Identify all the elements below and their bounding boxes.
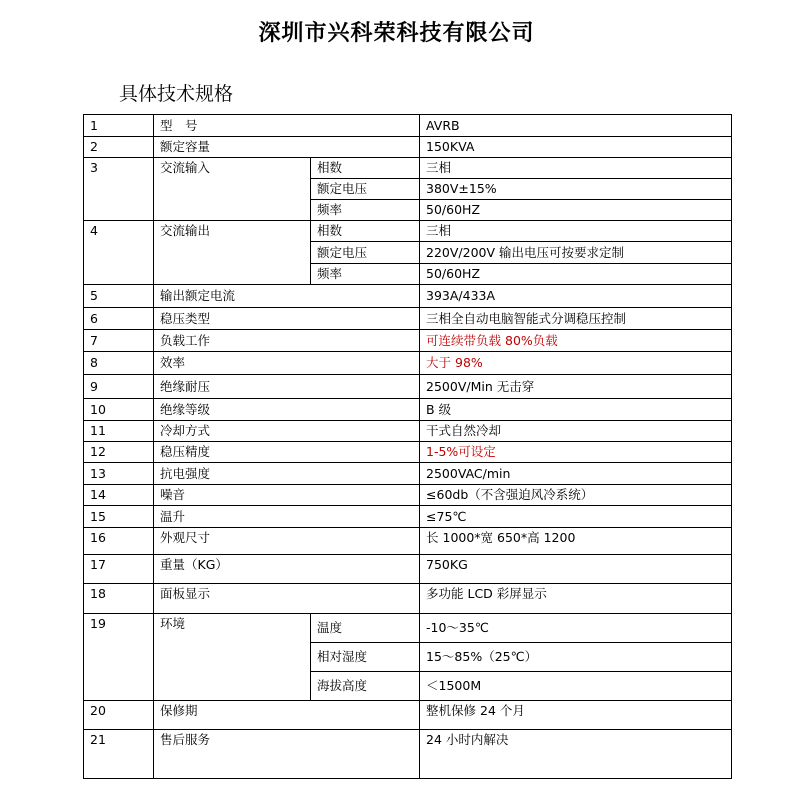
spec-value: 干式自然冷却 <box>420 421 732 442</box>
spec-value: 2500V/Min 无击穿 <box>420 375 732 399</box>
spec-value: 长 1000*宽 650*高 1200 <box>420 528 732 555</box>
sub-label: 额定电压 <box>311 242 420 264</box>
spec-value: AVRB <box>420 115 732 137</box>
spec-label: 抗电强度 <box>154 463 420 485</box>
spec-label: 环境 <box>154 614 311 701</box>
row-number: 20 <box>84 701 154 730</box>
row-number: 15 <box>84 506 154 528</box>
spec-label: 交流输出 <box>154 221 311 285</box>
spec-value: -10～35℃ <box>420 614 732 643</box>
table-row <box>84 730 732 779</box>
table-row <box>84 330 732 352</box>
row-number: 21 <box>84 730 154 779</box>
spec-value: 15～85%（25℃） <box>420 643 732 672</box>
spec-value: 三相 <box>420 158 732 179</box>
spec-value: 整机保修 24 个月 <box>420 701 732 730</box>
sub-label: 额定电压 <box>311 179 420 200</box>
spec-label: 面板显示 <box>154 584 420 614</box>
sub-label: 相数 <box>311 158 420 179</box>
row-number: 5 <box>84 285 154 308</box>
sub-label: 温度 <box>311 614 420 643</box>
spec-value: 380V±15% <box>420 179 732 200</box>
spec-label: 冷却方式 <box>154 421 420 442</box>
spec-value: 24 小时内解决 <box>420 730 732 779</box>
row-number: 19 <box>84 614 154 701</box>
spec-label: 重量（KG） <box>154 555 420 584</box>
sub-label: 海拔高度 <box>311 672 420 701</box>
row-number: 8 <box>84 352 154 375</box>
table-row <box>84 308 732 330</box>
row-number: 6 <box>84 308 154 330</box>
spec-value: ＜1500M <box>420 672 732 701</box>
spec-label: 外观尺寸 <box>154 528 420 555</box>
table-row <box>84 375 732 399</box>
row-number: 17 <box>84 555 154 584</box>
spec-table <box>83 114 732 779</box>
row-number: 13 <box>84 463 154 485</box>
row-number: 10 <box>84 399 154 421</box>
spec-value: 150KVA <box>420 137 732 158</box>
table-row <box>84 115 732 137</box>
row-number: 7 <box>84 330 154 352</box>
spec-value: 多功能 LCD 彩屏显示 <box>420 584 732 614</box>
spec-value: 393A/433A <box>420 285 732 308</box>
table-row <box>84 528 732 555</box>
spec-value: 50/60HZ <box>420 264 732 285</box>
spec-label: 保修期 <box>154 701 420 730</box>
row-number: 2 <box>84 137 154 158</box>
table-row <box>84 421 732 442</box>
company-title: 深圳市兴科荣科技有限公司 <box>258 20 535 46</box>
table-row <box>84 442 732 463</box>
row-number: 12 <box>84 442 154 463</box>
spec-label: 输出额定电流 <box>154 285 420 308</box>
sub-label: 相对湿度 <box>311 643 420 672</box>
spec-label: 型 号 <box>154 115 420 137</box>
table-row <box>84 137 732 158</box>
spec-value-highlight: 大于 98% <box>420 352 732 375</box>
spec-label: 稳压精度 <box>154 442 420 463</box>
row-number: 11 <box>84 421 154 442</box>
spec-value: 220V/200V 输出电压可按要求定制 <box>420 242 732 264</box>
row-number: 9 <box>84 375 154 399</box>
table-row <box>84 285 732 308</box>
spec-label: 额定容量 <box>154 137 420 158</box>
table-row <box>84 584 732 614</box>
table-row <box>84 352 732 375</box>
spec-label: 稳压类型 <box>154 308 420 330</box>
sub-label: 相数 <box>311 221 420 242</box>
spec-label: 绝缘耐压 <box>154 375 420 399</box>
row-number: 4 <box>84 221 154 285</box>
table-row <box>84 614 732 643</box>
spec-value: 50/60HZ <box>420 200 732 221</box>
spec-label: 噪音 <box>154 485 420 506</box>
sub-label: 频率 <box>311 200 420 221</box>
row-number: 18 <box>84 584 154 614</box>
row-number: 3 <box>84 158 154 221</box>
spec-label: 绝缘等级 <box>154 399 420 421</box>
spec-label: 售后服务 <box>154 730 420 779</box>
spec-value: ≤60db（不含强迫风冷系统） <box>420 485 732 506</box>
spec-value: ≤75℃ <box>420 506 732 528</box>
row-number: 1 <box>84 115 154 137</box>
table-row <box>84 701 732 730</box>
section-title: 具体技术规格 <box>119 83 234 105</box>
spec-label: 交流输入 <box>154 158 311 221</box>
table-row <box>84 555 732 584</box>
spec-value: B 级 <box>420 399 732 421</box>
spec-value-highlight: 1-5%可设定 <box>420 442 732 463</box>
spec-value: 三相全自动电脑智能式分调稳压控制 <box>420 308 732 330</box>
row-number: 16 <box>84 528 154 555</box>
spec-value: 2500VAC/min <box>420 463 732 485</box>
spec-value: 750KG <box>420 555 732 584</box>
table-row <box>84 221 732 242</box>
row-number: 14 <box>84 485 154 506</box>
table-row <box>84 463 732 485</box>
table-row <box>84 485 732 506</box>
spec-value: 三相 <box>420 221 732 242</box>
spec-value-highlight: 可连续带负载 80%负载 <box>420 330 732 352</box>
spec-label: 效率 <box>154 352 420 375</box>
table-row <box>84 506 732 528</box>
table-row <box>84 399 732 421</box>
spec-label: 负载工作 <box>154 330 420 352</box>
spec-label: 温升 <box>154 506 420 528</box>
table-row <box>84 158 732 179</box>
sub-label: 频率 <box>311 264 420 285</box>
